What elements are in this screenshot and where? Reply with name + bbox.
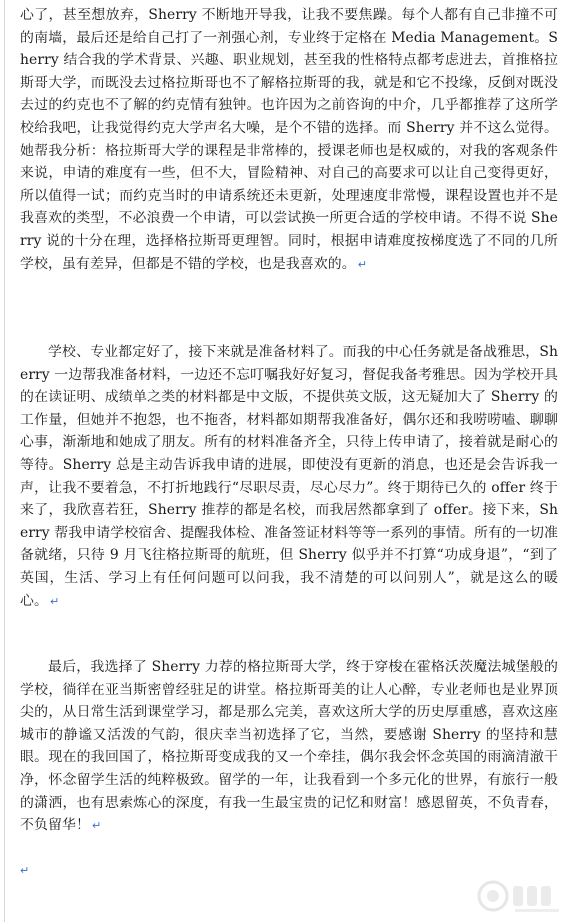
- paragraph-2: [20, 341, 558, 613]
- watermark-logo-icon: [475, 876, 567, 916]
- paragraph-mark-icon: ↵: [357, 257, 368, 271]
- page-margin-rule: [4, 0, 5, 922]
- paragraph-1-text: 心了，甚至想放弃，Sherry 不断地开导我，让我不要焦躁。每个人都有自己非撞不可的南墙，最后还是给自己打了一剂强心剂，专业终于定格在 Media Management。Sherry 结合我的学术背景、兴趣、职业规划，甚至我的性格特点都考虑进去，首推格拉斯哥大学，而既没去过格拉斯哥也不了解格拉斯哥的我，就是和它不投缘，反倒对既没去过的约克也不了解的约克情有独钟。也许因为之前咨询的中介，几乎都推荐了这所学校给我吧，让我觉得约克大学声名大噪，是个不错的选择。而 Sherry 并不这么觉得。她帮我分析：格拉斯哥大学的课程是非常棒的，授课老师也是权威的，对我的客观条件来说，申请的难度有一些，但不大，冒险精神、对自己的高要求可以让自己变得更好，所以值得一试；而约克当时的申请系统还未更新，处理速度非常慢，课程设置也并不是我喜欢的类型，不必浪费一个申请，可以尝试换一所更合适的学校申请。不得不说 Sherry 说的十分在理，选择格拉斯哥更理智。同时，根据申请难度按梯度选了不同的几所学校，虽有差异，但都是不错的学校，也是我喜欢的。: [20, 7, 558, 272]
- paragraph-mark-icon: ↵: [49, 594, 60, 608]
- paragraph-3: [20, 656, 558, 838]
- paragraph-2-text: 学校、专业都定好了，接下来就是准备材料了。而我的中心任务就是备战雅思，Sherry 一边帮我准备材料，一边还不忘叮嘱我好好复习，督促我备考雅思。因为学校开具的在读证明、成绩单之类的材料都是中文版，不提供英文版，这无疑加大了 Sherry 的工作量，但她并不抱怨，也不拖沓，材料都如期帮我准备好，偶尔还和我唠唠嗑、聊聊心事，渐渐地和她成了朋友。所有的材料准备齐全，只待上传申请了，接着就是耐心的等待。Sherry 总是主动告诉我申请的进展，即使没有更新的消息，也还是会告诉我一声，让我不要着急，不打折地践行“尽职尽责，尽心尽力”。终于期待已久的 offer 终于来了，我欣喜若狂，Sherry 推荐的都是名校，而我居然都拿到了 offer。接下来，Sherry 帮我申请学校宿舍、提醒我体检、准备签证材料等等一系列的事情。所有的一切准备就绪，只待 9 月飞往格拉斯哥的航班，但 Sherry 似乎并不打算“功成身退”，“到了英国，生活、学习上有任何问题可以问我，我不清楚的可以问别人”，就是这么的暖心。: [20, 344, 558, 609]
- paragraph-1: [20, 4, 558, 276]
- paragraph-mark-icon: ↵: [91, 819, 102, 833]
- paragraph-3-text: 最后，我选择了 Sherry 力荐的格拉斯哥大学，终于穿梭在霍格沃茨魔法城堡般的学校，徜徉在亚当斯密曾经驻足的讲堂。格拉斯哥美的让人心醉，专业老师也是业界顶尖的，从日常生活到课堂学习，都是那么完美，喜欢这所大学的历史厚重感，喜欢这座城市的静谧又活泼的气韵，很庆幸当初选择了它，当然，要感谢 Sherry 的坚持和慧眼。现在的我回国了，格拉斯哥变成我的又一个牵挂，偶尔我会怀念英国的雨滴清澈干净，怀念留学生活的纯粹极致。留学的一年，让我看到一个多元化的世界，有旅行一般的潇洒，也有思索炼心的深度，有我一生最宝贵的记忆和财富！感恩留英，不负青春，不负留华！: [20, 659, 558, 834]
- empty-paragraph-mark-icon: ↵: [20, 864, 30, 877]
